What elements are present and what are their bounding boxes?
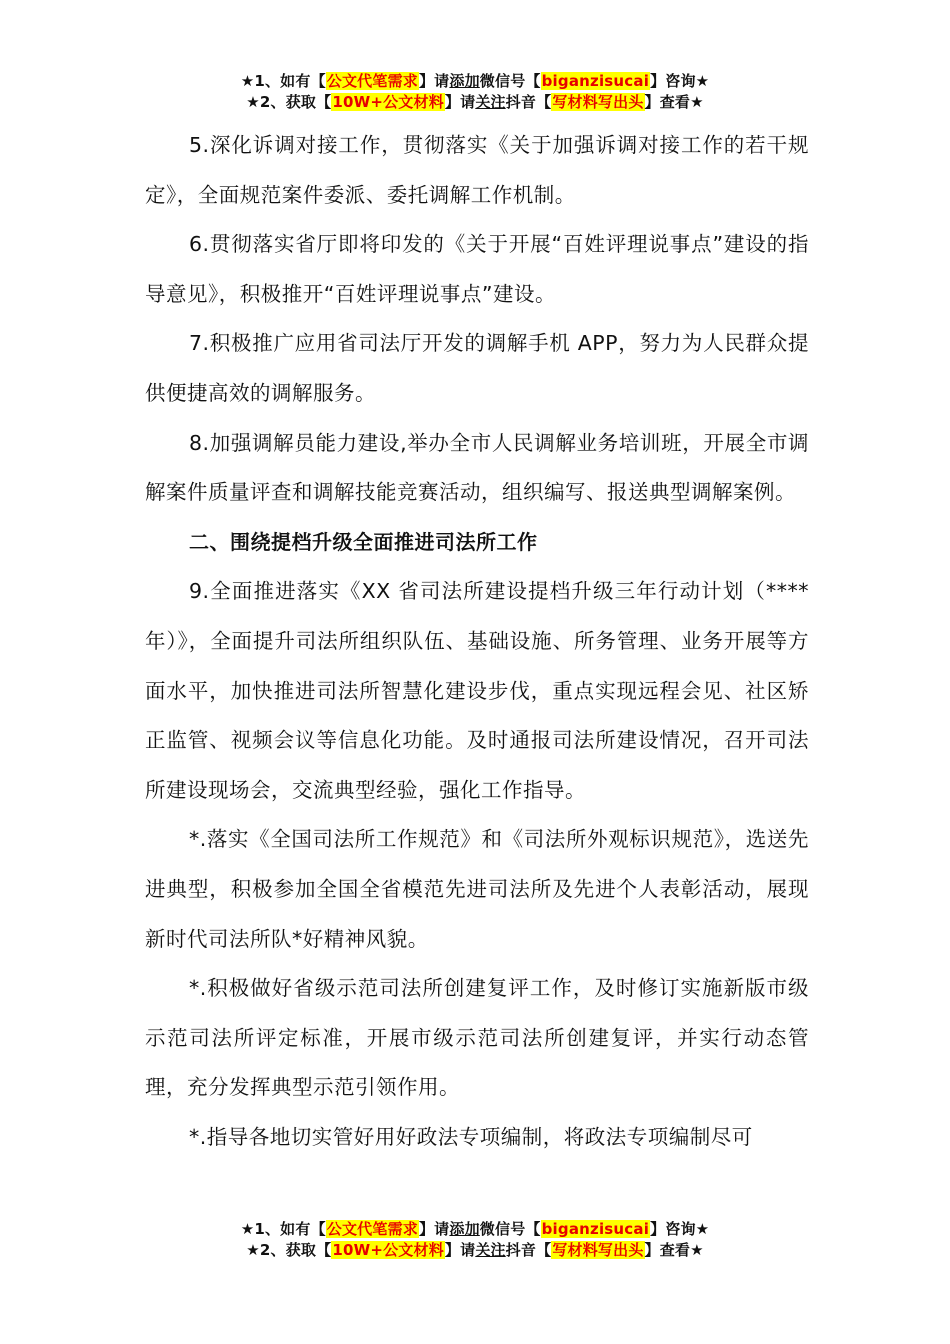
paragraph-7: 7.积极推广应用省司法厅开发的调解手机 APP，努力为人民群众提供便捷高效的调解服务。 xyxy=(145,331,809,405)
paragraph-6: 6.贯彻落实省厅即将印发的《关于开展“百姓评理说事点”建设的指导意见》，积极推开“百姓评理说事点”建设。 xyxy=(145,232,809,306)
banner-line-2: ★2、获取【10W+公文材料】请关注抖音【写材料写出头】查看★ xyxy=(246,1241,704,1259)
banner-line-1: ★1、如有【公文代笔需求】请添加微信号【biganzisucai】咨询★ xyxy=(240,1220,710,1238)
highlight-douyin-account: 写材料写出头 xyxy=(552,93,644,111)
highlight-douyin-account: 写材料写出头 xyxy=(552,1241,644,1259)
paragraph-staffing: *.指导各地切实管好用好政法专项编制，将政法专项编制尽可 xyxy=(189,1124,753,1149)
section-heading: 二、围绕提档升级全面推进司法所工作 xyxy=(189,529,538,554)
highlight-wechat-id: biganzisucai xyxy=(541,1220,650,1238)
paragraph-8: 8.加强调解员能力建设,举办全市人民调解业务培训班，开展全市调解案件质量评查和调解技能竞赛活动，组织编写、报送典型调解案例。 xyxy=(145,430,809,505)
highlight-writing-service: 公文代笔需求 xyxy=(326,72,418,90)
banner-line-1: ★1、如有【公文代笔需求】请添加微信号【biganzisucai】咨询★ xyxy=(240,72,710,90)
highlight-materials: 10W+公文材料 xyxy=(332,93,444,111)
paragraph-5: 5.深化诉调对接工作，贯彻落实《关于加强诉调对接工作的若干规定》，全面规范案件委派、委托调解工作机制。 xyxy=(145,133,809,207)
paragraph-demonstration: *.积极做好省级示范司法所创建复评工作，及时修订实施新版市级示范司法所评定标准，开展市级示范司法所创建复评，并实行动态管理，充分发挥典型示范引领作用。 xyxy=(145,976,809,1100)
paragraph-9: 9.全面推进落实《XX 省司法所建设提档升级三年行动计划（****年）》，全面提升司法所组织队伍、基础设施、所务管理、业务开展等方面水平，加快推进司法所智慧化建设步伐，重点实现远程会见、社区矫正监管、视频会议等信息化功能。及时通报司法所建设情况，召开司法所建设现场会，交流典型经验，强化工作指导。 xyxy=(145,579,809,802)
highlight-materials: 10W+公文材料 xyxy=(332,1241,444,1259)
paragraph-standards: *.落实《全国司法所工作规范》和《司法所外观标识规范》，选送先进典型，积极参加全国全省模范先进司法所及先进个人表彰活动，展现新时代司法所队*好精神风貌。 xyxy=(145,827,809,951)
header-banner xyxy=(0,71,950,113)
highlight-writing-service: 公文代笔需求 xyxy=(326,1220,418,1238)
banner-line-2: ★2、获取【10W+公文材料】请关注抖音【写材料写出头】查看★ xyxy=(246,93,704,111)
document-body xyxy=(145,121,809,1162)
highlight-wechat-id: biganzisucai xyxy=(541,72,650,90)
footer-banner xyxy=(0,1219,950,1261)
